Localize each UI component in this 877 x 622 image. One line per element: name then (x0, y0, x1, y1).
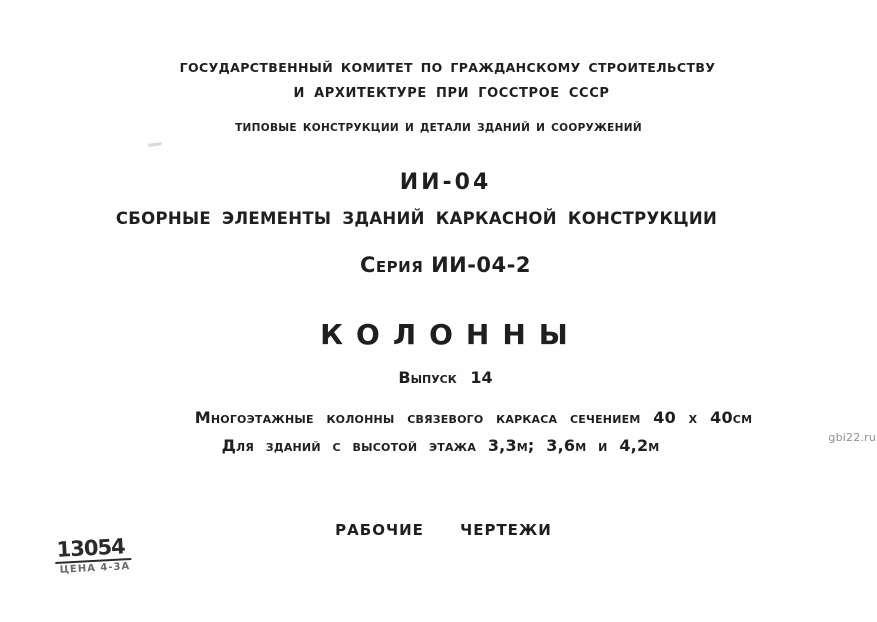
scan-smudge-mark (148, 142, 162, 147)
inventory-stamp (54, 534, 132, 576)
description-line2: Для зданий с высотой этажа 3,3м; 3,6м и 4,2м (221, 436, 660, 455)
document-subtitle: СБОРНЫЕ ЭЛЕМЕНТЫ ЗДАНИЙ КАРКАСНОЙ КОНСТРУКЦИИ (115, 209, 718, 228)
site-watermark: gbi22.ru (828, 431, 876, 444)
org-name-line1: ГОСУДАРСТВЕННЫЙ КОМИТЕТ ПО ГРАЖДАНСКОМУ СТРОИТЕЛЬСТВУ (179, 60, 716, 75)
inventory-number: 13054 (54, 534, 131, 564)
price-label: ЦЕНА 4-3А (59, 561, 131, 576)
document-type-label: РАБОЧИЕ ЧЕРТЕЖИ (335, 521, 552, 539)
series-caption: ТИПОВЫЕ КОНСТРУКЦИИ И ДЕТАЛИ ЗДАНИЙ И СООРУЖЕНИЙ (235, 122, 642, 134)
description-line1: Многоэтажные колонны связевого каркаса сечением 40 x 40см (194, 408, 753, 427)
series-label: Серия ИИ-04-2 (360, 253, 531, 277)
document-code: ИИ-04 (399, 170, 492, 195)
document-title: КОЛОННЫ (320, 318, 581, 351)
org-name-line2: И АРХИТЕКТУРЕ ПРИ ГОССТРОЕ СССР (293, 86, 610, 101)
issue-label: Выпуск 14 (398, 368, 493, 387)
